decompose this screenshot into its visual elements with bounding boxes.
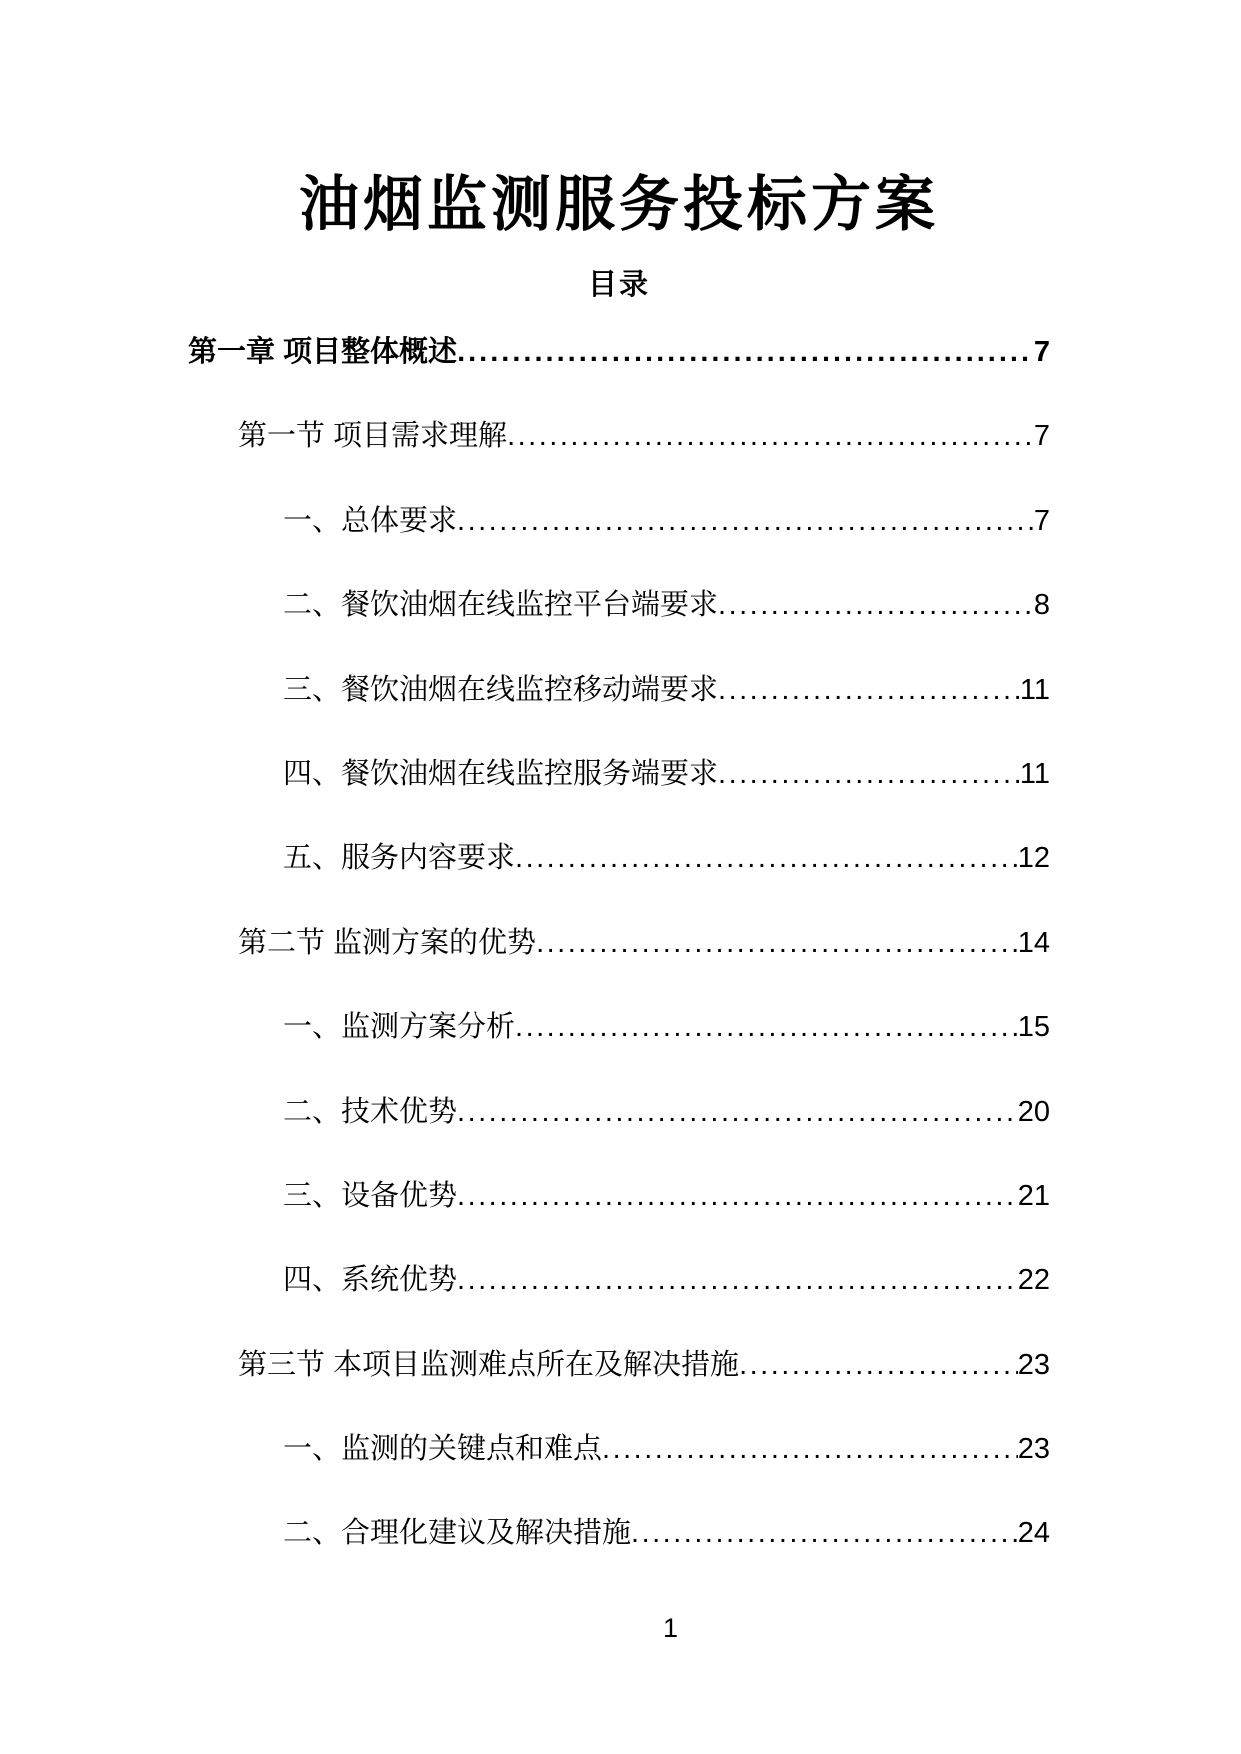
- toc-entry-label: 二、合理化建议及解决措施: [283, 1517, 632, 1550]
- toc-entry[interactable]: [188, 1092, 1050, 1176]
- toc-entry-page: 8: [1033, 589, 1050, 622]
- toc-entry[interactable]: [188, 1260, 1050, 1344]
- toc-entry-page: 7: [1033, 336, 1050, 368]
- toc-entry[interactable]: [188, 1513, 1050, 1597]
- toc-entry-label: 一、监测方案分析: [283, 1011, 516, 1044]
- toc-entry-label: 第二节 监测方案的优势: [238, 926, 537, 959]
- toc-entry-page: 15: [1017, 1011, 1050, 1044]
- toc-entry[interactable]: [188, 1345, 1050, 1429]
- toc-entry-page: 22: [1017, 1264, 1050, 1297]
- toc-entry[interactable]: [188, 585, 1050, 669]
- toc-entry-label: 第三节 本项目监测难点所在及解决措施: [238, 1348, 740, 1381]
- toc-leader-dots: [602, 1429, 1018, 1469]
- toc-entry[interactable]: [188, 1176, 1050, 1260]
- toc-leader-dots: [457, 332, 1034, 372]
- toc-leader-dots: [457, 1260, 1018, 1300]
- toc-heading: 目录: [587, 269, 650, 301]
- toc-leader-dots: [457, 1092, 1018, 1132]
- toc-entry[interactable]: [188, 1007, 1050, 1091]
- toc-entry[interactable]: [188, 1429, 1050, 1513]
- toc-entry-label: 一、总体要求: [283, 504, 458, 537]
- toc-entry[interactable]: [188, 754, 1050, 838]
- toc-entry-label: 第一章 项目整体概述: [188, 336, 458, 368]
- toc-entry-page: 23: [1017, 1348, 1050, 1381]
- toc-leader-dots: [631, 1513, 1018, 1553]
- table-of-contents: [188, 332, 1050, 1598]
- toc-entry-page: 23: [1017, 1433, 1050, 1466]
- toc-entry[interactable]: [188, 923, 1050, 1007]
- toc-entry-label: 四、餐饮油烟在线监控服务端要求: [283, 757, 719, 790]
- toc-leader-dots: [718, 585, 1034, 625]
- toc-entry[interactable]: [188, 332, 1050, 416]
- toc-entry-page: 7: [1033, 504, 1050, 537]
- toc-leader-dots: [718, 754, 1020, 794]
- toc-leader-dots: [515, 1007, 1018, 1047]
- toc-entry-label: 三、设备优势: [283, 1179, 458, 1212]
- toc-entry[interactable]: [188, 670, 1050, 754]
- toc-entry-label: 四、系统优势: [283, 1264, 458, 1297]
- toc-entry-page: 20: [1017, 1095, 1050, 1128]
- toc-leader-dots: [739, 1345, 1018, 1385]
- toc-entry-page: 12: [1017, 842, 1050, 875]
- toc-entry[interactable]: [188, 416, 1050, 500]
- toc-entry-label: 五、服务内容要求: [283, 842, 516, 875]
- toc-entry-page: 21: [1017, 1179, 1050, 1212]
- toc-entry-page: 24: [1017, 1517, 1050, 1550]
- toc-leader-dots: [457, 501, 1034, 541]
- toc-entry-label: 三、餐饮油烟在线监控移动端要求: [283, 673, 719, 706]
- toc-entry[interactable]: [188, 838, 1050, 922]
- toc-entry-page: 14: [1017, 926, 1050, 959]
- toc-entry-page: 7: [1033, 420, 1050, 453]
- toc-entry-label: 二、技术优势: [283, 1095, 458, 1128]
- document-title: 油烟监测服务投标方案: [299, 171, 939, 238]
- toc-entry-page: 11: [1019, 757, 1050, 790]
- toc-entry-label: 第一节 项目需求理解: [238, 420, 508, 453]
- toc-leader-dots: [515, 838, 1018, 878]
- page-content: [188, 0, 1050, 1598]
- toc-entry-label: 一、监测的关键点和难点: [283, 1433, 603, 1466]
- toc-leader-dots: [457, 1176, 1018, 1216]
- toc-leader-dots: [718, 670, 1020, 710]
- toc-leader-dots: [536, 923, 1018, 963]
- toc-entry-label: 二、餐饮油烟在线监控平台端要求: [283, 589, 719, 622]
- toc-entry-page: 11: [1019, 673, 1050, 706]
- toc-entry[interactable]: [188, 501, 1050, 585]
- page-number: 1: [662, 1613, 679, 1643]
- toc-leader-dots: [507, 416, 1034, 456]
